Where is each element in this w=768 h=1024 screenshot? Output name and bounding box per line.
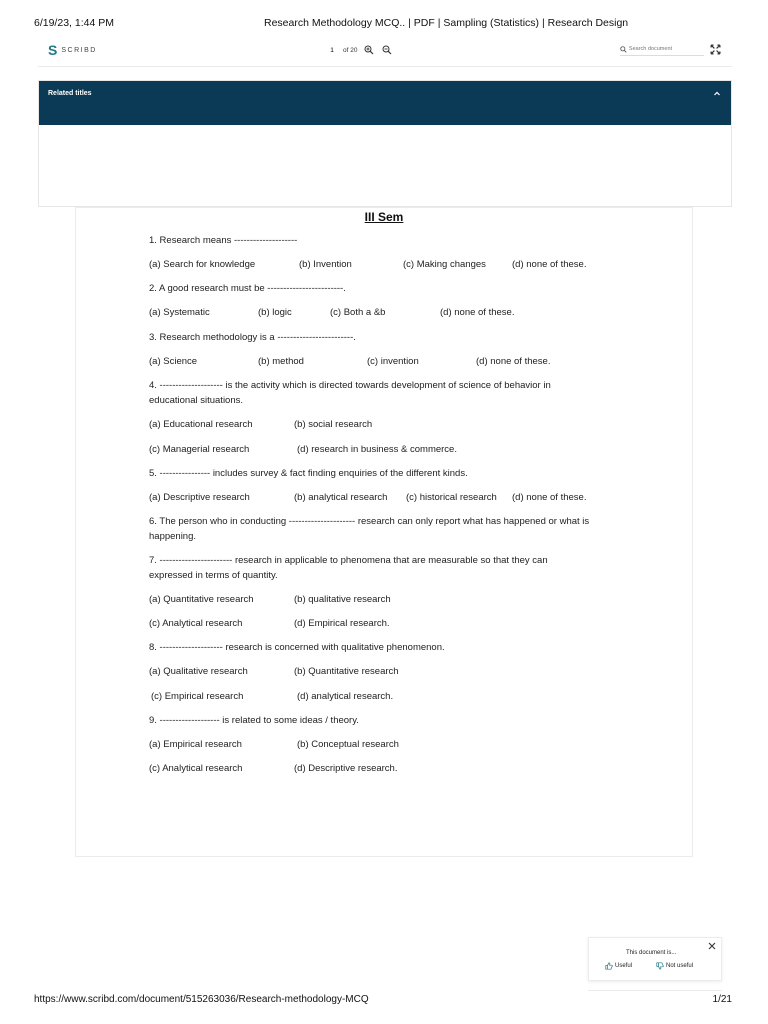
not-useful-label: Not useful [666,963,694,969]
print-page-number: 1/21 [712,994,732,1005]
answer-option: (c) Making changes [403,259,486,270]
toolbar-divider [38,66,732,67]
answer-option: (c) historical research [406,492,497,503]
answer-option: (b) Invention [299,259,352,270]
answer-option: (d) none of these. [440,307,515,318]
fullscreen-icon[interactable] [710,44,721,55]
question-text-continued: happening. [149,531,197,542]
thumbs-down-icon [656,962,664,970]
answer-option: (d) Empirical research. [294,618,390,629]
answer-option: (d) none of these. [512,259,587,270]
chevron-up-icon[interactable] [712,89,722,99]
search-icon [620,46,627,53]
search-input[interactable] [629,44,704,54]
answer-option: (c) Managerial research [149,444,250,455]
answer-option: (d) Descriptive research. [294,763,398,774]
useful-button[interactable] [605,962,632,970]
page-navigator [327,44,393,56]
related-titles-header[interactable] [39,81,731,125]
answer-option: (a) Educational research [149,419,253,430]
answer-option: (c) Analytical research [149,763,243,774]
zoom-out-button[interactable] [381,44,393,56]
answer-option: (b) qualitative research [294,594,391,605]
scribd-logo[interactable] [48,43,97,57]
document-heading: III Sem [364,210,404,224]
scribd-logo-icon: S [48,42,58,58]
answer-option: (d) research in business & commerce. [297,444,457,455]
answer-option: (a) Quantitative research [149,594,254,605]
answer-option: (a) Science [149,356,198,367]
thumbs-up-icon [605,962,613,970]
question-text: 3. Research methodology is a ------------------------. [149,332,356,343]
print-datetime: 6/19/23, 1:44 PM [34,17,114,29]
question-text-continued: educational situations. [149,395,244,406]
answer-option: (b) Conceptual research [297,739,399,750]
answer-option: (b) method [258,356,304,367]
useful-label: Useful [615,963,633,969]
answer-option: (a) Qualitative research [149,666,248,677]
question-text: 9. ------------------- is related to some ideas / theory. [149,715,359,726]
scribd-logo-text: SCRIBD [61,46,97,54]
feedback-widget [588,937,722,981]
zoom-in-button[interactable] [363,44,375,56]
answer-option: (a) Search for knowledge [149,259,256,270]
question-text: 4. -------------------- is the activity which is directed towards development of science of behavior in [149,380,551,391]
page-total-label: of 20 [343,46,358,54]
footer-divider [588,990,722,991]
answer-option: (c) Empirical research [151,691,244,702]
answer-option: (b) logic [258,307,292,318]
answer-option: (d) none of these. [512,492,587,503]
answer-option: (d) none of these. [476,356,551,367]
close-icon[interactable] [707,941,717,951]
related-titles-panel [38,80,732,207]
not-useful-button[interactable] [656,962,693,970]
zoom-out-icon [382,45,392,55]
answer-option: (c) invention [367,356,419,367]
print-page-title: Research Methodology MCQ.. | PDF | Sampling (Statistics) | Research Design [264,17,629,29]
related-titles-label: Related titles [48,90,92,97]
question-text-continued: expressed in terms of quantity. [149,570,278,581]
question-text: 2. A good research must be ------------------------. [149,283,346,294]
zoom-in-icon [364,45,374,55]
feedback-prompt: This document is... [626,950,677,956]
answer-option: (b) social research [294,419,373,430]
answer-option: (c) Analytical research [149,618,243,629]
answer-option: (a) Descriptive research [149,492,250,503]
page-number-input[interactable] [327,45,337,55]
question-text: 5. ---------------- includes survey & fact finding enquiries of the different kinds. [149,468,468,479]
answer-option: (a) Systematic [149,307,210,318]
answer-option: (b) Quantitative research [294,666,399,677]
print-url: https://www.scribd.com/document/515263036/Research-methodology-MCQ [34,994,369,1005]
question-text: 1. Research means -------------------- [149,235,298,246]
question-text: 8. -------------------- research is concerned with qualitative phenomenon. [149,642,445,653]
answer-option: (a) Empirical research [149,739,242,750]
answer-option: (d) analytical research. [297,691,394,702]
document-page [75,207,693,857]
answer-option: (b) analytical research [294,492,388,503]
question-text: 7. ----------------------- research in applicable to phenomena that are measurable so that they can [149,555,548,566]
answer-option: (c) Both a &b [330,307,386,318]
search-box [620,43,704,56]
question-text: 6. The person who in conducting --------------------- research can only report what has happened or what is [149,516,590,527]
